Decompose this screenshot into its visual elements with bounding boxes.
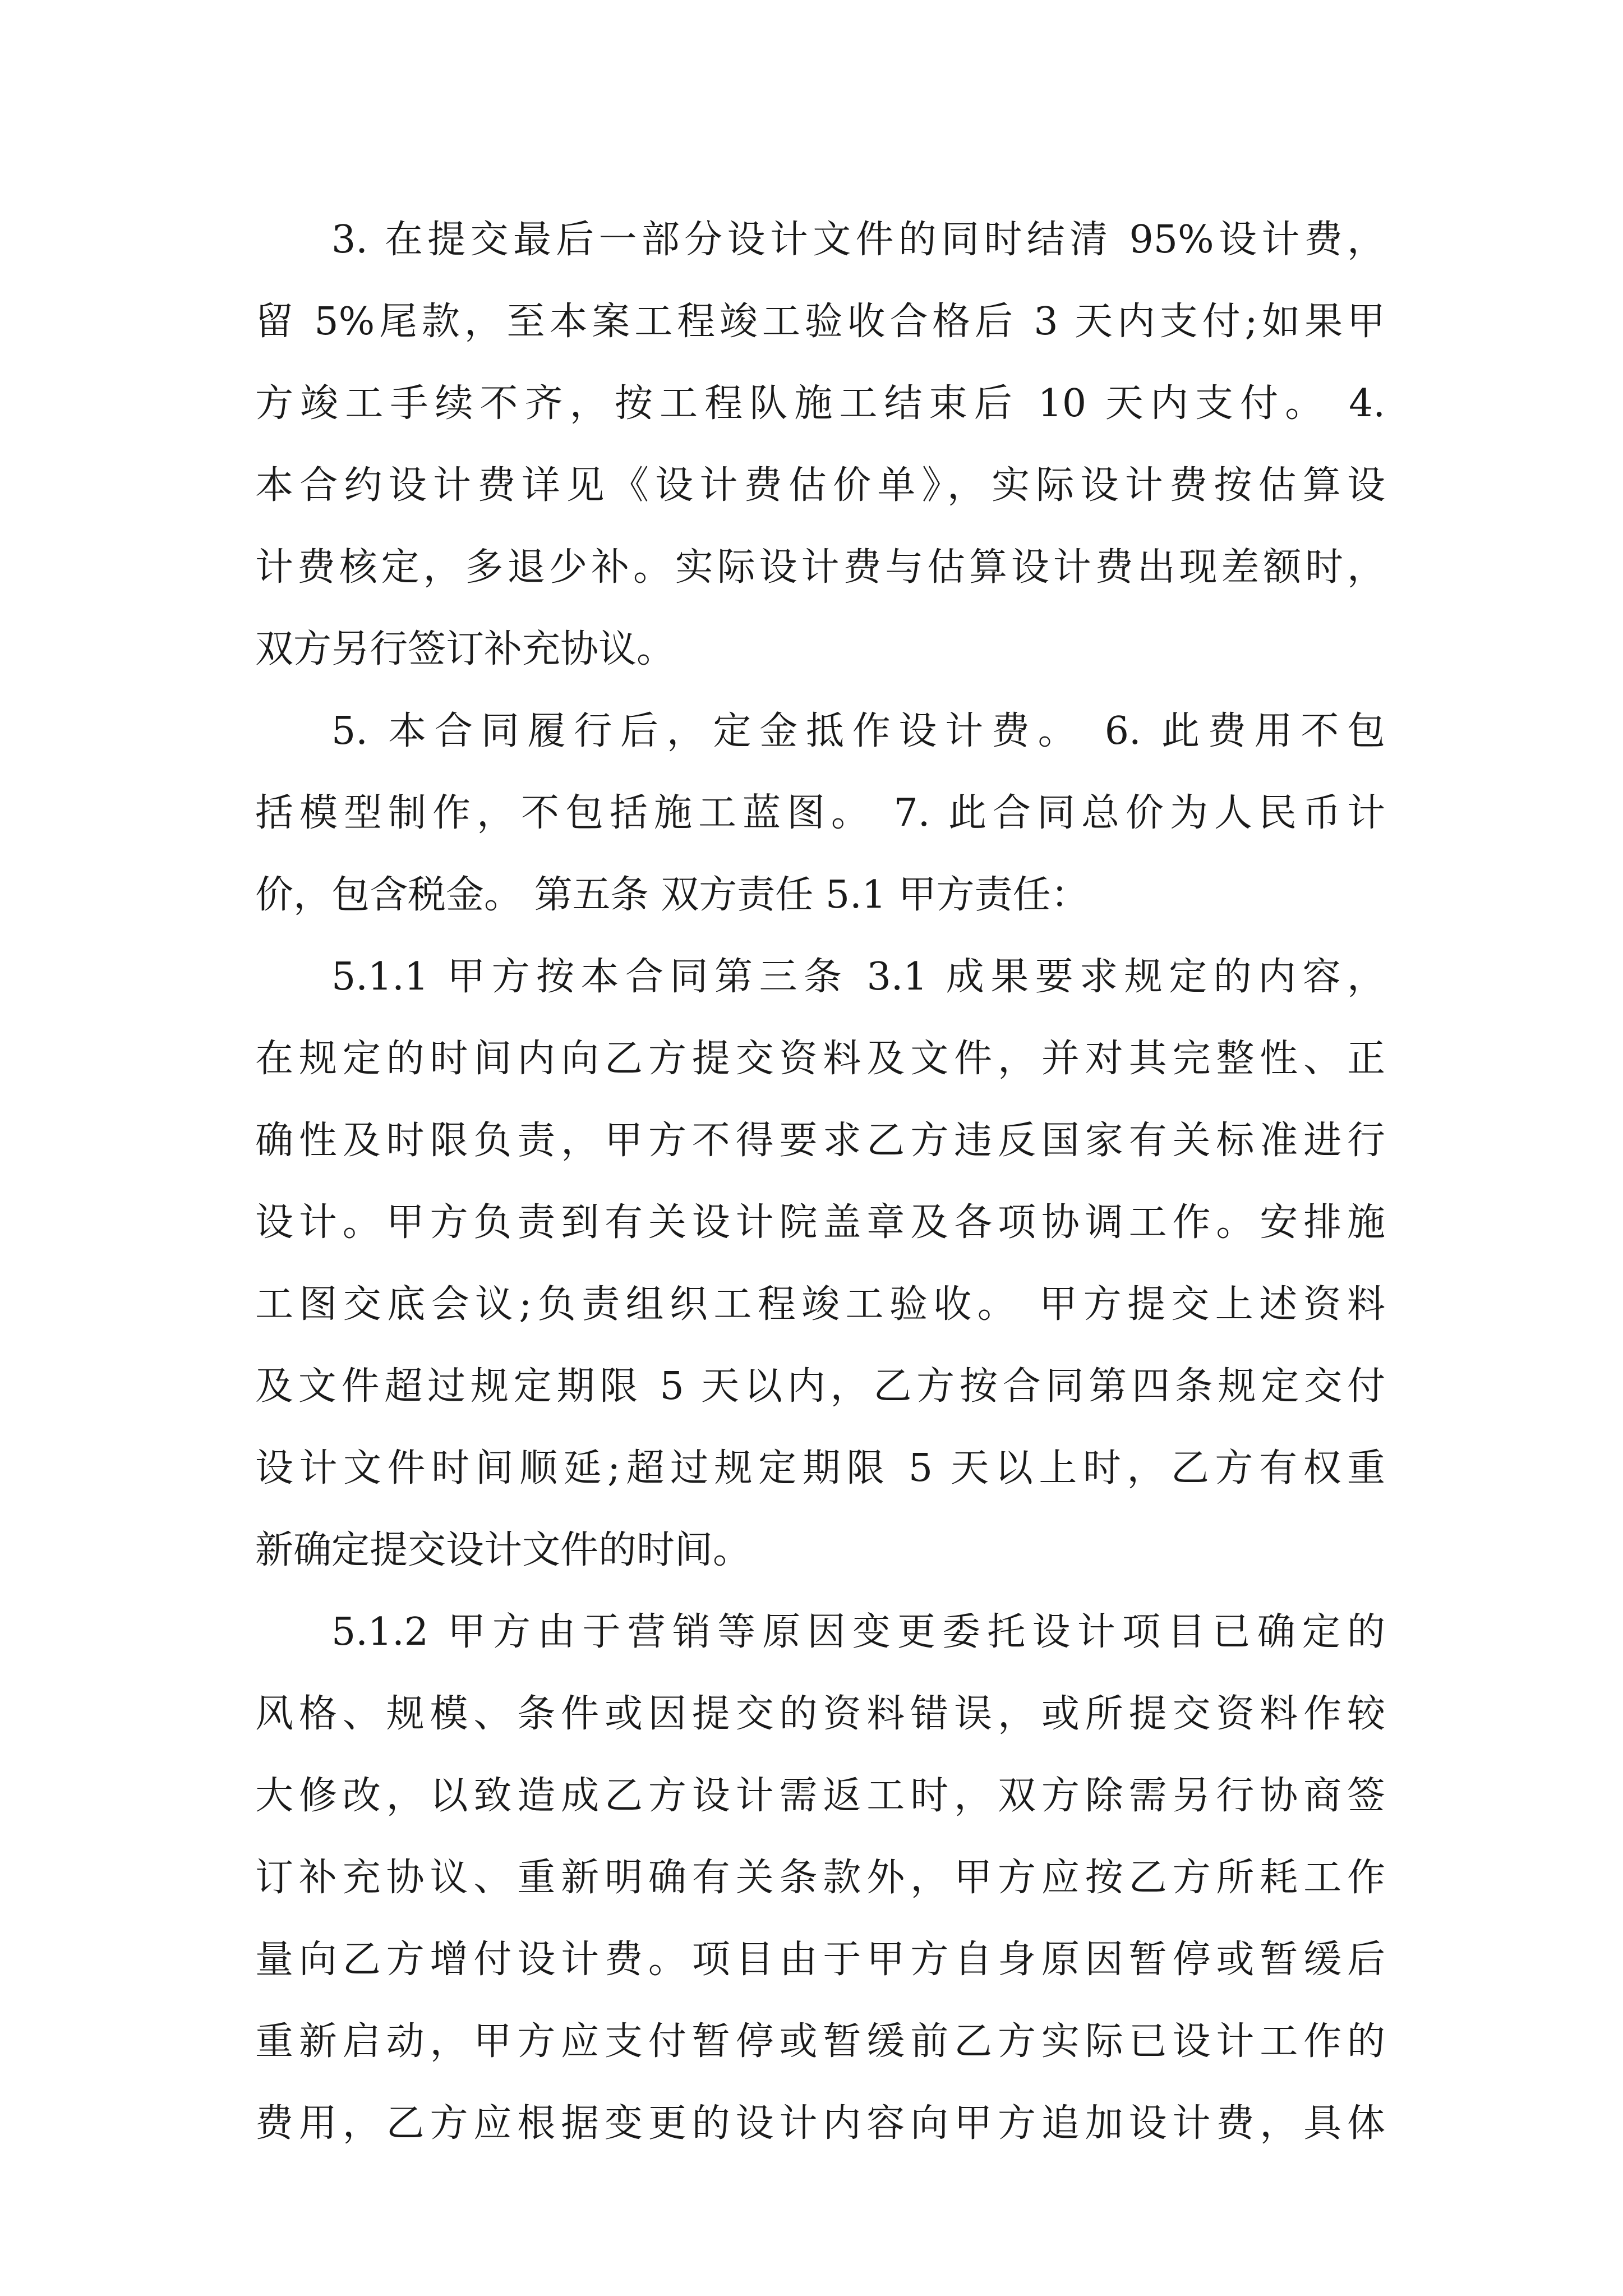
paragraph-line: 计费核定，多退少补。实际设计费与估算设计费出现差额时，	[255, 545, 1385, 590]
paragraph-line: 工图交底会议;负责组织工程竣工验收。 甲方提交上述资料	[255, 1282, 1385, 1327]
paragraph-line: 3. 在提交最后一部分设计文件的同时结清 95%设计费，	[331, 218, 1385, 262]
paragraph-line: 重新启动，甲方应支付暂停或暂缓前乙方实际已设计工作的	[255, 2019, 1385, 2064]
paragraph-line: 设计文件时间顺延;超过规定期限 5 天以上时，乙方有权重	[255, 1446, 1385, 1490]
paragraph-line: 确性及时限负责，甲方不得要求乙方违反国家有关标准进行	[255, 1119, 1385, 1163]
paragraph-line: 5. 本合同履行后，定金抵作设计费。 6. 此费用不包	[331, 709, 1385, 753]
paragraph-line: 在规定的时间内向乙方提交资料及文件，并对其完整性、正	[255, 1037, 1385, 1081]
paragraph-line: 量向乙方增付设计费。项目由于甲方自身原因暂停或暂缓后	[255, 1938, 1385, 1982]
paragraph-line: 5.1.1 甲方按本合同第三条 3.1 成果要求规定的内容，	[331, 955, 1385, 999]
paragraph-line: 费用，乙方应根据变更的设计内容向甲方追加设计费，具体	[255, 2101, 1385, 2146]
paragraph-line: 设计。甲方负责到有关设计院盖章及各项协调工作。安排施	[255, 1200, 1385, 1245]
paragraph-line: 留 5%尾款，至本案工程竣工验收合格后 3 天内支付;如果甲	[255, 300, 1385, 344]
paragraph-line: 风格、规模、条件或因提交的资料错误，或所提交资料作较	[255, 1692, 1385, 1736]
paragraph-line: 及文件超过规定期限 5 天以内，乙方按合同第四条规定交付	[255, 1364, 1385, 1409]
paragraph-line: 新确定提交设计文件的时间。	[255, 1528, 751, 1572]
paragraph-line: 括模型制作，不包括施工蓝图。 7. 此合同总价为人民币计	[255, 791, 1385, 835]
paragraph-line: 本合约设计费详见《设计费估价单》，实际设计费按估算设	[255, 463, 1385, 508]
paragraph-line: 订补充协议、重新明确有关条款外，甲方应按乙方所耗工作	[255, 1856, 1385, 1900]
paragraph-line: 双方另行签订补充协议。	[255, 627, 675, 671]
paragraph-line: 大修改，以致造成乙方设计需返工时，双方除需另行协商签	[255, 1774, 1385, 1818]
paragraph-line: 5.1.2 甲方由于营销等原因变更委托设计项目已确定的	[331, 1610, 1385, 1654]
contract-text	[255, 199, 1385, 2165]
paragraph-line: 价，包含税金。 第五条 双方责任 5.1 甲方责任：	[255, 873, 1089, 917]
paragraph-line: 方竣工手续不齐，按工程队施工结束后 10 天内支付。 4.	[255, 381, 1385, 426]
